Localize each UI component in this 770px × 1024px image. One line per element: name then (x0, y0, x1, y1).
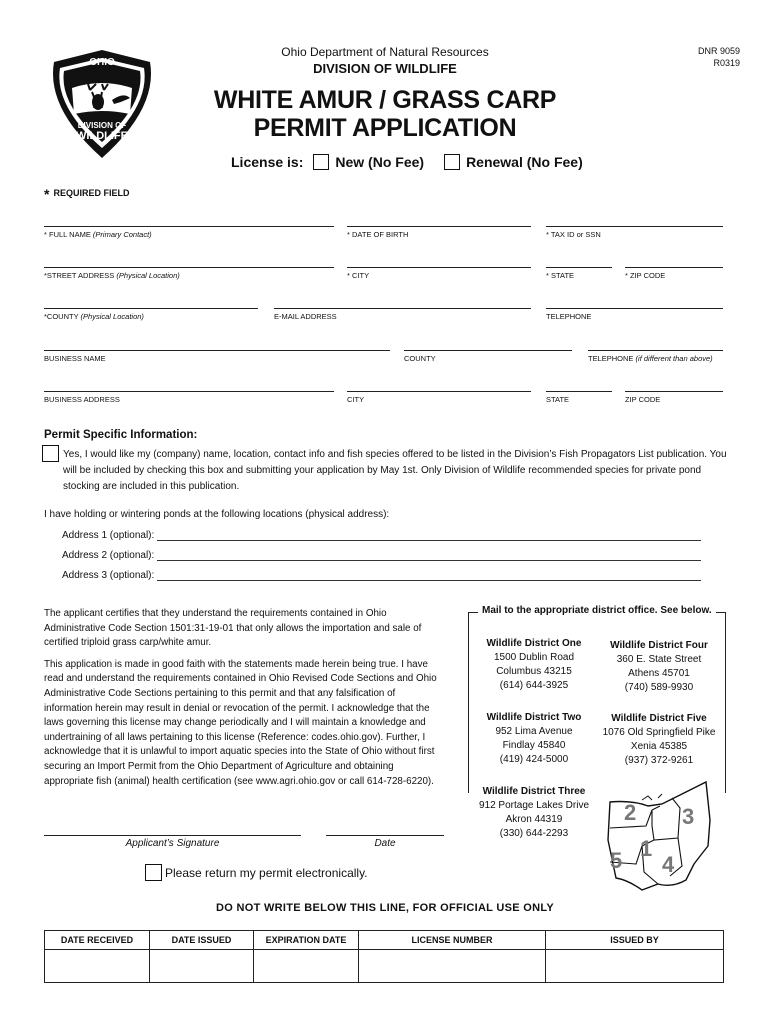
district-five-phone: (937) 372-9261 (624, 755, 694, 766)
required-field-text: REQUIRED FIELD (53, 188, 130, 198)
form-number (660, 45, 740, 69)
address2-label: Address 2 (optional): (62, 550, 155, 561)
business-address-field[interactable] (44, 391, 334, 404)
signature-label: Applicant’s Signature (125, 838, 220, 849)
district-one (474, 637, 594, 693)
license-number-cell[interactable] (359, 950, 546, 983)
address1-label: Address 1 (optional): (62, 530, 155, 541)
district-three-city: Akron 44319 (505, 814, 563, 825)
tax-id-label: * TAX ID or SSN (546, 230, 601, 239)
col-expiration-date: EXPIRATION DATE (254, 931, 359, 950)
signature-field[interactable] (44, 835, 301, 849)
telephone-label: TELEPHONE (546, 312, 592, 321)
expiration-date-cell[interactable] (254, 950, 359, 983)
business-telephone-label: TELEPHONE (588, 354, 634, 363)
district-four-phone: (740) 589-9930 (624, 682, 694, 693)
official-use-notice: DO NOT WRITE BELOW THIS LINE, FOR OFFICIAL USE ONLY (216, 902, 554, 914)
business-state-field[interactable] (546, 391, 612, 404)
col-license-number: LICENSE NUMBER (359, 931, 546, 950)
zip-label: * ZIP CODE (625, 271, 666, 280)
district-five-city: Xenia 45385 (630, 741, 688, 752)
district-two-city: Findlay 45840 (502, 740, 566, 751)
tax-id-field[interactable] (546, 226, 723, 239)
signature-date-field[interactable] (326, 835, 444, 849)
county-field[interactable] (44, 308, 258, 321)
address3-label: Address 3 (optional): (62, 570, 155, 581)
district-one-street: 1500 Dublin Road (493, 652, 575, 663)
district-five (596, 712, 722, 768)
map-label-5: 5 (610, 848, 623, 873)
dob-field[interactable] (347, 226, 531, 239)
address1-input[interactable] (157, 530, 701, 541)
business-county-label: COUNTY (404, 354, 436, 363)
date-issued-cell[interactable] (150, 950, 254, 983)
business-zip-label: ZIP CODE (625, 395, 661, 404)
city-label: * CITY (347, 271, 370, 280)
email-label: E-MAIL ADDRESS (274, 312, 337, 321)
page-title-line2: PERMIT APPLICATION (253, 114, 517, 142)
electronic-permit-checkbox[interactable] (145, 864, 162, 881)
county-label: *COUNTY (44, 312, 79, 321)
required-field-note (44, 183, 130, 202)
issued-by-cell[interactable] (546, 950, 724, 983)
permit-info-heading: Permit Specific Information: (44, 429, 198, 441)
address2-row (62, 550, 701, 561)
district-three-street: 912 Portage Lakes Drive (478, 800, 590, 811)
district-two-street: 952 Lima Avenue (495, 726, 573, 737)
certification-text (44, 607, 444, 796)
district-four-street: 360 E. State Street (616, 654, 702, 665)
district-four-city: Athens 45701 (628, 668, 690, 679)
district-five-name: Wildlife District Five (611, 713, 707, 724)
district-one-name: Wildlife District One (486, 638, 582, 649)
state-field[interactable] (546, 267, 612, 280)
map-label-1: 1 (640, 836, 653, 861)
license-label: License is: (231, 154, 304, 170)
street-note: (Physical Location) (116, 271, 180, 280)
city-field[interactable] (347, 267, 531, 280)
business-name-label: BUSINESS NAME (44, 354, 106, 363)
district-four (596, 639, 722, 695)
electronic-permit-label: Please return my permit electronically. (165, 865, 368, 880)
district-three-name: Wildlife District Three (482, 786, 586, 797)
official-use-row (45, 950, 724, 983)
revision-text: R0319 (713, 58, 740, 68)
business-telephone-field[interactable] (588, 350, 723, 363)
district-three-phone: (330) 644-2293 (499, 828, 569, 839)
address3-input[interactable] (157, 570, 701, 581)
new-license-checkbox[interactable] (313, 154, 329, 170)
required-star: * (44, 186, 50, 202)
ohio-districts-map (602, 780, 714, 899)
license-type-row (231, 154, 583, 170)
division-name: DIVISION OF WILDLIFE (313, 61, 457, 76)
page-title-line1: WHITE AMUR / GRASS CARP (213, 86, 557, 114)
address1-row (62, 530, 701, 541)
district-one-city: Columbus 43215 (496, 666, 572, 677)
business-county-field[interactable] (404, 350, 572, 363)
logo-ohio-text: OHIO (89, 57, 115, 68)
district-two-phone: (419) 424-5000 (499, 754, 569, 765)
district-two-name: Wildlife District Two (486, 712, 582, 723)
business-city-field[interactable] (347, 391, 531, 404)
date-received-cell[interactable] (45, 950, 150, 983)
signature-date-label: Date (374, 838, 396, 849)
electronic-permit-row (145, 864, 368, 881)
zip-field[interactable] (625, 267, 723, 280)
district-three (472, 785, 596, 841)
logo-wildlife-text: WILDLIFE (76, 130, 128, 142)
holding-ponds-text: I have holding or wintering ponds at the following locations (physical address): (44, 509, 390, 520)
county-note: (Physical Location) (80, 312, 144, 321)
map-label-2: 2 (624, 800, 637, 825)
business-address-label: BUSINESS ADDRESS (44, 395, 120, 404)
department-name: Ohio Department of Natural Resources (281, 45, 489, 59)
certification-para2: This application is made in good faith with the statements made herein being true. I have read and understand the requirements contained in Ohio Revised Code Sections and Ohio Administrative Code Sections pertaining to this permit and that any falsification of information herein may result in denial or revocation of the permit. I acknowledge that the laws governing this license may change periodically and I will maintain a knowledge and undertraining of all laws pertaining to this license (Reference: codes.ohio.gov). Further, I acknowledge that it is unlawful to import aquatic species into the State of Ohio without first securing an Import Permit from the Ohio Department of Agriculture and obtaining appropriate fish (animal) health certification (see www.agri.ohio.gov or call 614-728-6220). (44, 658, 437, 787)
street-address-field[interactable] (44, 267, 334, 280)
col-date-issued: DATE ISSUED (150, 931, 254, 950)
business-zip-field[interactable] (625, 391, 723, 404)
fish-propagators-list-text: Yes, I would like my (company) name, location, contact info and fish species offered to be listed in the Division’s Fish Propagators List publication. You will be included by checking this box and submitting your application by May 1st. Only Division of Wildlife recommended species for private pond stocking are included in this publication. (63, 449, 727, 492)
district-one-phone: (614) 644-3925 (499, 680, 569, 691)
col-issued-by: ISSUED BY (546, 931, 724, 950)
district-two (474, 711, 594, 767)
renewal-license-label: Renewal (No Fee) (466, 154, 583, 170)
district-four-name: Wildlife District Four (610, 640, 708, 651)
map-label-4: 4 (662, 852, 675, 877)
telephone-field[interactable] (546, 308, 723, 321)
business-state-label: STATE (546, 395, 570, 404)
email-field[interactable] (274, 308, 531, 321)
state-label: * STATE (546, 271, 575, 280)
business-city-label: CITY (347, 395, 365, 404)
business-name-field[interactable] (44, 350, 390, 363)
full-name-note: (Primary Contact) (92, 230, 152, 239)
business-telephone-note: (if different than above) (635, 354, 713, 363)
dob-label: * DATE OF BIRTH (347, 230, 409, 239)
logo-division-text: DIVISION OF (77, 121, 127, 130)
form-number-text: DNR 9059 (697, 46, 740, 56)
district-five-street: 1076 Old Springfield Pike (602, 727, 716, 738)
new-license-label: New (No Fee) (335, 154, 425, 170)
district-offices-title: Mail to the appropriate district office. See below. (478, 605, 716, 616)
full-name-label: * FULL NAME (44, 230, 91, 239)
address2-input[interactable] (157, 550, 701, 561)
certification-para1: The applicant certifies that they understand the requirements contained in Ohio Administrative Code Section 1501:31-19-01 that only allows the importation and sale of certified triploid grass carp/white amur. (44, 608, 422, 649)
official-use-table (44, 930, 724, 983)
map-label-3: 3 (682, 804, 695, 829)
address3-row (62, 570, 701, 581)
full-name-field[interactable] (44, 226, 334, 239)
official-use-header-row (45, 931, 724, 950)
street-label: *STREET ADDRESS (44, 271, 115, 280)
col-date-received: DATE RECEIVED (45, 931, 150, 950)
renewal-license-checkbox[interactable] (444, 154, 460, 170)
fish-propagators-list-checkbox[interactable] (42, 445, 59, 462)
